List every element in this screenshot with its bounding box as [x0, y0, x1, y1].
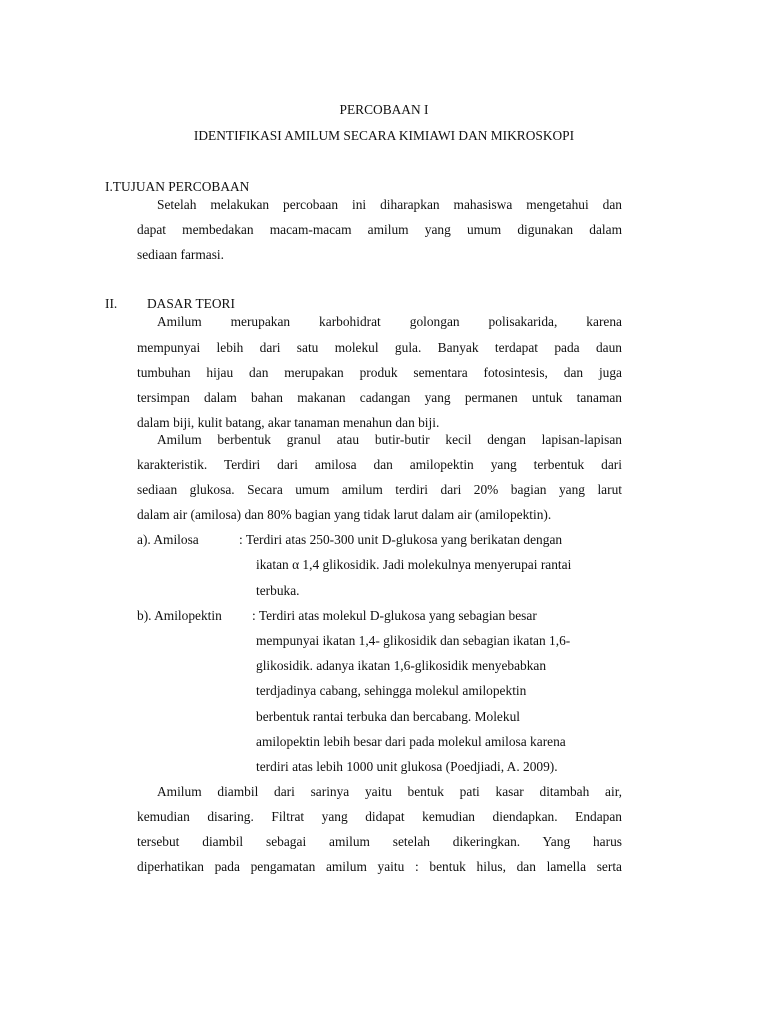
section-heading-tujuan: I.TUJUAN PERCOBAAN	[105, 179, 250, 194]
paragraph-line: mempunyai lebih dari satu molekul gula. Banyak terdapat pada daun	[137, 340, 622, 355]
paragraph-line: dalam biji, kulit batang, akar tanaman menahun dan biji.	[137, 415, 440, 430]
list-item-text: terdiri atas lebih 1000 unit glukosa (Poedjiadi, A. 2009).	[256, 759, 558, 774]
list-item-text: glikosidik. adanya ikatan 1,6-glikosidik menyebabkan	[256, 658, 547, 673]
section-heading-dasar-teori: DASAR TEORI	[147, 296, 235, 311]
paragraph-line: dalam air (amilosa) dan 80% bagian yang tidak larut dalam air (amilopektin).	[137, 507, 552, 522]
list-item-label-amilosa: a). Amilosa	[137, 532, 199, 547]
list-item-text: mempunyai ikatan 1,4- glikosidik dan sebagian ikatan 1,6-	[256, 633, 571, 648]
section-number: II.	[105, 296, 118, 311]
tujuan-line: Setelah melakukan percobaan ini diharapkan mahasiswa mengetahui dan	[157, 197, 622, 212]
paragraph-line: karakteristik. Terdiri dari amilosa dan amilopektin yang terbentuk dari	[137, 457, 622, 472]
list-item-text: ikatan α 1,4 glikosidik. Jadi molekulnya menyerupai rantai	[256, 557, 572, 572]
paragraph-line: tersimpan dalam bahan makanan cadangan yang permanen untuk tanaman	[137, 390, 622, 405]
list-item-label-amilopektin: b). Amilopektin	[137, 608, 222, 623]
paragraph-line: Amilum diambil dari sarinya yaitu bentuk pati kasar ditambah air,	[157, 784, 622, 799]
paragraph-line: Amilum merupakan karbohidrat golongan polisakarida, karena	[157, 314, 622, 329]
list-item-text: amilopektin lebih besar dari pada molekul amilosa karena	[256, 734, 566, 749]
paragraph-line: kemudian disaring. Filtrat yang didapat kemudian diendapkan. Endapan	[137, 809, 622, 824]
list-item-text: terbuka.	[256, 583, 300, 598]
list-item-text: : Terdiri atas molekul D-glukosa yang sebagian besar	[252, 608, 537, 623]
document-subtitle: IDENTIFIKASI AMILUM SECARA KIMIAWI DAN MIKROSKOPI	[193, 128, 575, 143]
paragraph-line: Amilum berbentuk granul atau butir-butir kecil dengan lapisan-lapisan	[157, 432, 622, 447]
paragraph-line: tumbuhan hijau dan merupakan produk sementara fotosintesis, dan juga	[137, 365, 622, 380]
tujuan-line: sediaan farmasi.	[137, 247, 224, 262]
list-item-text: : Terdiri atas 250-300 unit D-glukosa yang berikatan dengan	[239, 532, 563, 547]
paragraph-line: sediaan glukosa. Secara umum amilum terdiri dari 20% bagian yang larut	[137, 482, 622, 497]
paragraph-line: tersebut diambil sebagai amilum setelah dikeringkan. Yang harus	[137, 834, 622, 849]
list-item-text: terdjadinya cabang, sehingga molekul amilopektin	[256, 683, 527, 698]
tujuan-line: dapat membedakan macam-macam amilum yang umum digunakan dalam	[137, 222, 622, 237]
list-item-text: berbentuk rantai terbuka dan bercabang. Molekul	[256, 709, 520, 724]
document-title: PERCOBAAN I	[339, 102, 429, 117]
paragraph-line: diperhatikan pada pengamatan amilum yaitu : bentuk hilus, dan lamella serta	[137, 859, 622, 874]
